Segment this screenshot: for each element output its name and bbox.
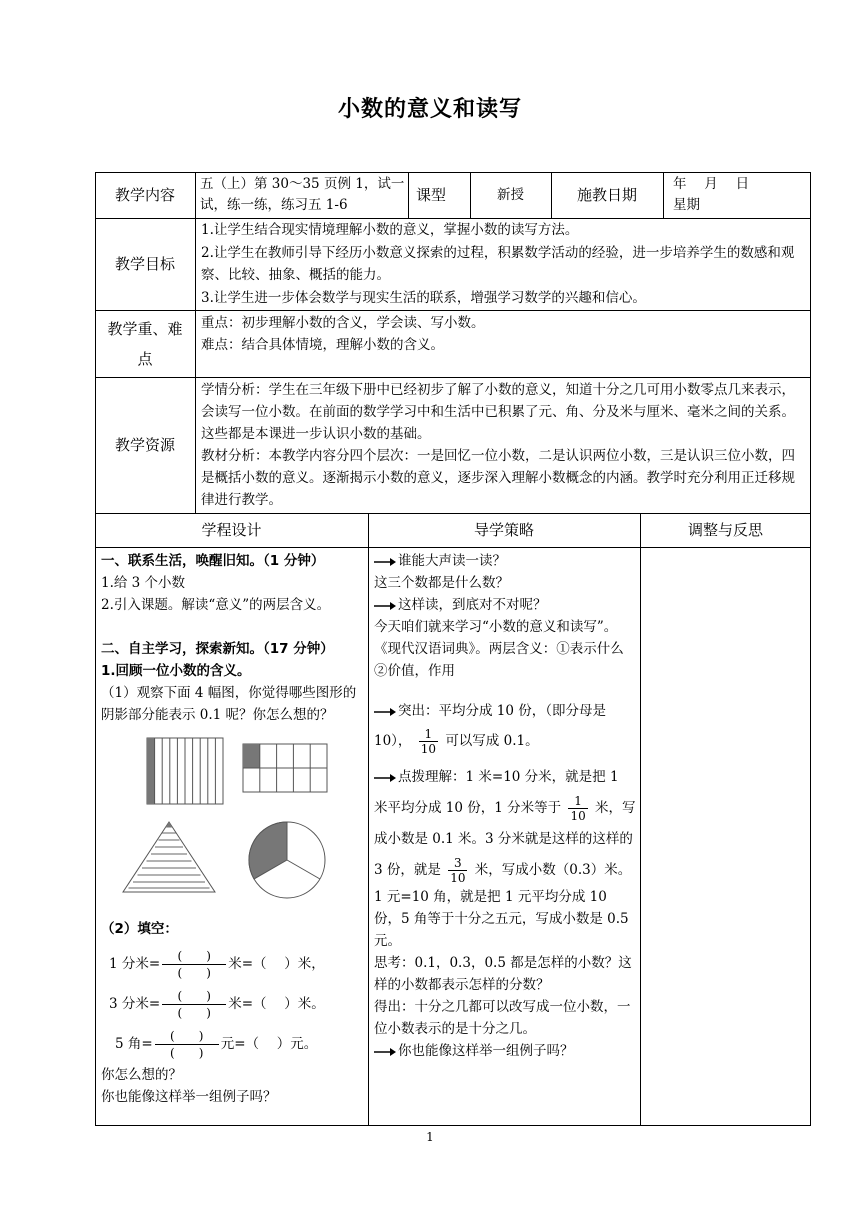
strategy-text: 思考：0.1，0.3，0.5 都是怎样的小数？这样的小数都表示怎样的分数？ bbox=[374, 955, 632, 993]
row-divider bbox=[95, 310, 811, 311]
arrow-icon bbox=[374, 557, 396, 567]
col-divider bbox=[663, 172, 664, 218]
strategy-text: 谁能大声读一读？ bbox=[398, 553, 506, 569]
fill-suffix: 米=（ ）米， bbox=[228, 956, 325, 972]
keypoints-content bbox=[201, 312, 807, 356]
section-title: 一、联系生活，唤醒旧知。（1 分钟） bbox=[101, 553, 325, 569]
strategy-text: 突出：平均分成 10 份，（即分母是 10）， bbox=[374, 703, 607, 749]
date-label: 施教日期 bbox=[576, 186, 637, 204]
fill-blank-row bbox=[101, 944, 365, 984]
goals-label: 教学目标 bbox=[114, 255, 175, 273]
strategy-text: 可以写成 0.1。 bbox=[445, 733, 539, 749]
strategy-text: 这三个数都是什么数？ bbox=[374, 575, 509, 591]
question-text: 你也能像这样举一组例子吗？ bbox=[101, 1089, 277, 1105]
blank[interactable]: ( ) bbox=[177, 948, 211, 963]
blank-fraction bbox=[162, 948, 226, 981]
strategy-text: 米，写成小数是 0.1 米。3 分米就是这样的这样的 3 份，就是 bbox=[374, 800, 636, 878]
column-header: 学程设计 bbox=[201, 521, 262, 539]
blank-fraction bbox=[162, 988, 226, 1021]
keypoint-item: 重点：初步理解小数的含义，学会读、写小数。 bbox=[201, 315, 485, 331]
question-text: （1）观察下面 4 幅图，你觉得哪些图形的阴影部分能表示 0.1 呢？你怎么想的？ bbox=[101, 685, 357, 723]
resource-item: 教材分析：本教学内容分四个层次：一是回忆一位小数，二是认识两位小数，三是认识三位小数，四是概括小数的意义。逐渐揭示小数的意义，逐步深入理解小数概念的内涵。教学时充分利用正迁移规律进行教学。 bbox=[201, 448, 795, 508]
strategy-line bbox=[374, 696, 636, 756]
resource-item: 学情分析：学生在三年级下册中已经初步了解了小数的意义，知道十分之几可用小数零点几来表示，会读写一位小数。在前面的数学学习中和生活中已积累了元、角、分及米与厘米、毫米之间的关系。这些都是本课进一步认识小数的基础。 bbox=[201, 382, 795, 442]
type-label: 课型 bbox=[416, 186, 447, 204]
strategy-line bbox=[374, 1040, 636, 1062]
keypoint-item: 难点：结合具体情境，理解小数的含义。 bbox=[201, 337, 444, 353]
pie-figure bbox=[249, 822, 325, 898]
strategy-line bbox=[374, 762, 636, 886]
page-number: 1 bbox=[426, 1130, 434, 1144]
strategy-line bbox=[374, 550, 636, 572]
subsection-title: 1.回顾一位小数的含义。 bbox=[101, 663, 251, 679]
grid-rectangle-figure bbox=[243, 744, 327, 792]
resources-label: 教学资源 bbox=[114, 436, 175, 454]
col-divider bbox=[195, 172, 196, 513]
striped-rectangle-figure bbox=[147, 738, 223, 804]
content-value: 五（上）第 30～35 页例 1，试一试，练一练，练习五 1-6 bbox=[200, 176, 405, 213]
column-header: 调整与反思 bbox=[687, 521, 763, 539]
goal-item: 1.让学生结合现实情境理解小数的意义，掌握小数的读写方法。 bbox=[201, 222, 579, 238]
question-title: （2）填空： bbox=[101, 921, 178, 937]
blank[interactable]: ( ) bbox=[177, 1005, 211, 1020]
strategy-line bbox=[374, 594, 636, 616]
design-column bbox=[101, 550, 365, 1108]
fill-suffix: 元=（ ）元。 bbox=[220, 1036, 318, 1052]
blank-fraction bbox=[155, 1028, 219, 1061]
blank[interactable]: ( ) bbox=[177, 965, 211, 980]
blank[interactable]: ( ) bbox=[177, 988, 211, 1003]
question-text: 你怎么想的？ bbox=[101, 1067, 182, 1083]
reflection-column[interactable] bbox=[641, 548, 810, 1125]
fill-prefix: 3 分米= bbox=[109, 996, 161, 1012]
fill-prefix: 1 分米= bbox=[109, 956, 161, 972]
strategy-column bbox=[374, 550, 636, 1062]
fraction-three-tenths: $\frac{3}{10}$ bbox=[450, 856, 466, 885]
fraction-one-tenth: $\frac{1}{10}$ bbox=[570, 794, 586, 823]
fraction-one-tenth: $\frac{1}{10}$ bbox=[420, 727, 437, 756]
strategy-text: 你也能像这样举一组例子吗？ bbox=[398, 1043, 574, 1059]
column-header: 导学策略 bbox=[473, 521, 534, 539]
date-line: 年 月 日 bbox=[673, 176, 750, 192]
goals-content bbox=[201, 219, 807, 309]
strategy-text: 点拨理解：1 米=10 分米，就是把 1 米平均分成 10 份，1 分米等于 bbox=[374, 769, 619, 816]
arrow-icon bbox=[374, 601, 396, 611]
section-title: 二、自主学习，探索新知。（17 分钟） bbox=[101, 641, 334, 657]
strategy-text: 这样读，到底对不对呢？ bbox=[398, 597, 547, 613]
strategy-text: 米，写成小数（0.3）米。 bbox=[474, 862, 632, 878]
row-divider bbox=[95, 377, 811, 378]
blank[interactable]: ( ) bbox=[170, 1028, 204, 1043]
keypoints-label-line: 点 bbox=[137, 349, 153, 368]
strategy-text: 得出：十分之几都可以改写成一位小数，一位小数表示的是十分之几。 bbox=[374, 999, 631, 1037]
arrow-icon bbox=[374, 1047, 396, 1057]
content-label: 教学内容 bbox=[114, 186, 175, 204]
date-value bbox=[673, 174, 809, 218]
weekday-line: 星期 bbox=[673, 197, 700, 213]
fraction-figures bbox=[101, 730, 361, 910]
goal-item: 3.让学生进一步体会数学与现实生活的联系，增强学习数学的兴趣和信心。 bbox=[201, 289, 646, 306]
arrow-icon bbox=[374, 773, 396, 783]
arrow-icon bbox=[374, 707, 396, 717]
blank[interactable]: ( ) bbox=[170, 1045, 204, 1060]
fill-suffix: 米=（ ）米。 bbox=[228, 996, 325, 1012]
keypoints-label bbox=[95, 310, 195, 377]
page-title: 小数的意义和读写 bbox=[337, 97, 522, 122]
fill-blank-row bbox=[101, 984, 365, 1024]
strategy-text: 今天咱们就来学习“小数的意义和读写”。《现代汉语词典》。两层含义：①表示什么②价值，作用 bbox=[374, 619, 624, 679]
strategy-text: 1 元=10 角，就是把 1 元平均分成 10 份，5 角等于十分之五元，写成小数是 0.5 元。 bbox=[374, 889, 629, 949]
list-item: 2.引入课题。解读“意义”的两层含义。 bbox=[101, 597, 331, 613]
striped-triangle-figure bbox=[123, 822, 215, 892]
type-value: 新授 bbox=[497, 187, 524, 203]
resources-content bbox=[201, 379, 807, 511]
list-item: 1.给 3 个小数 bbox=[101, 575, 186, 591]
col-divider bbox=[368, 513, 369, 1126]
fill-prefix: 5 角= bbox=[115, 1036, 153, 1052]
goal-item: 2.让学生在教师引导下经历小数意义探索的过程，积累数学活动的经验，进一步培养学生的数感和观察、比较、抽象、概括的能力。 bbox=[201, 244, 795, 283]
keypoints-label-line: 教学重、难 bbox=[107, 319, 183, 338]
fill-blank-row bbox=[101, 1024, 365, 1064]
